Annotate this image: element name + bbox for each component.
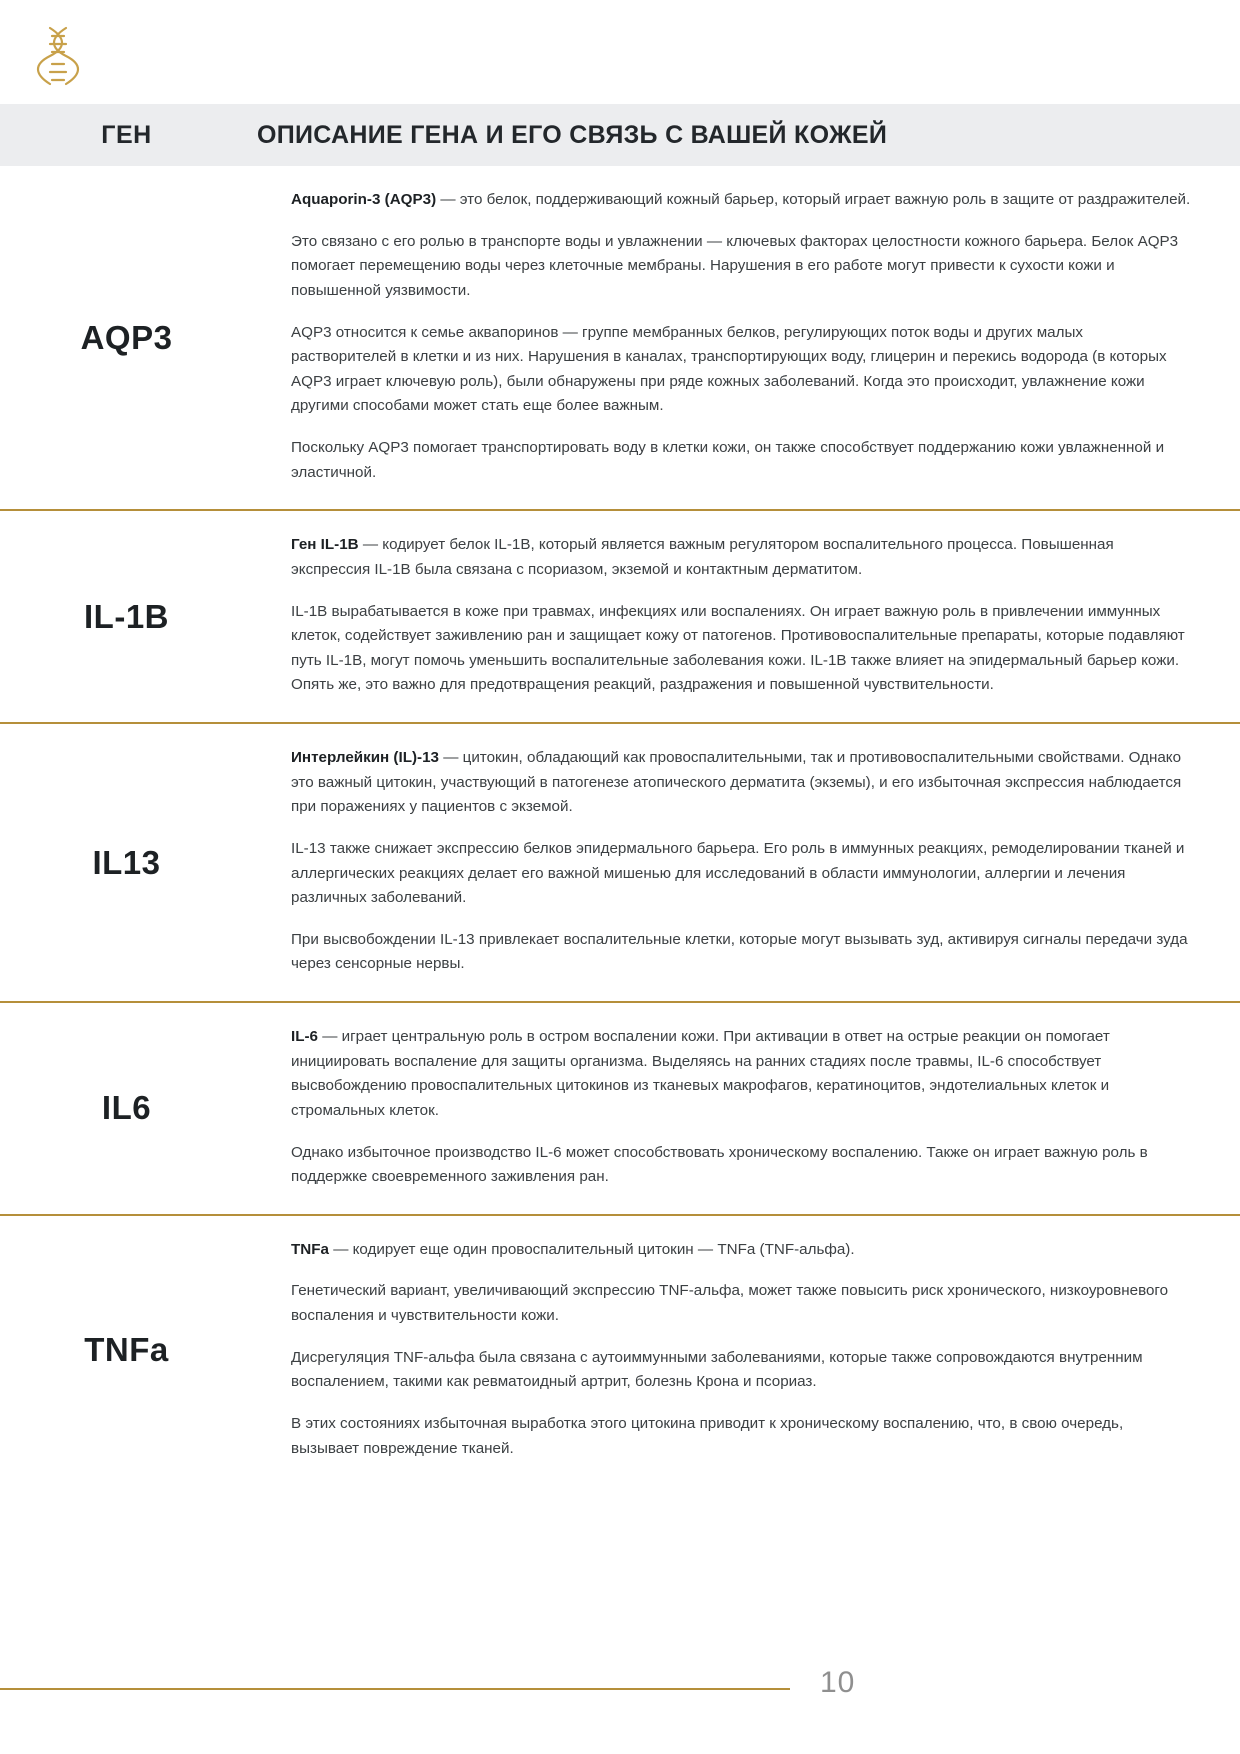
- paragraph-lead-term: IL-6: [291, 1028, 319, 1045]
- page-number: 10: [820, 1666, 856, 1699]
- gene-description-cell: [253, 724, 1240, 1001]
- paragraph-text: При высвобождении IL-13 привлекает воспалительные клетки, которые могут вызывать зуд, активируя сигналы передачи зуда через сенсорные нервы.: [291, 930, 1188, 973]
- description-paragraph: [291, 1346, 1192, 1395]
- paragraph-text: Поскольку AQP3 помогает транспортировать воду в клетки кожи, он также способствует поддержанию кожи увлажненной и эластичной.: [291, 439, 1165, 481]
- paragraph-text: — играет центральную роль в остром воспалении кожи. При активации в ответ на острые реакции он помогает инициировать воспаление для защиты организма. Выделяясь на ранних стадиях после травмы, IL-6 способствует высвобождению провоспалительных цитокинов из тканевых макрофагов, кератиноцитов, эндотелиальных клеток и стромальных клеток.: [291, 1028, 1110, 1119]
- gene-description-cell: [253, 511, 1240, 722]
- gene-name-cell: TNFa: [84, 1331, 169, 1369]
- description-paragraph: [291, 436, 1192, 485]
- gene-description-cell: [253, 1216, 1240, 1485]
- paragraph-text: Это связано с его ролью в транспорте воды и увлажнении — ключевых факторах целостности кожного барьера. Белок AQP3 помогает перемещению воды через клеточные мембраны. Нарушения в его работе могут привести к сухости кожи и повышенной уязвимости.: [291, 232, 1179, 299]
- gene-name-cell: AQP3: [80, 318, 173, 356]
- description-paragraph: [291, 533, 1192, 582]
- page-footer: [0, 1666, 1240, 1712]
- table-row: [0, 511, 1240, 724]
- description-paragraph: [291, 188, 1192, 213]
- column-header-description: ОПИСАНИЕ ГЕНА И ЕГО СВЯЗЬ С ВАШЕЙ КОЖЕЙ: [257, 120, 888, 149]
- paragraph-lead-term: TNFa: [291, 1240, 329, 1258]
- dna-helix-logo-icon: [28, 22, 88, 92]
- paragraph-text: AQP3 относится к семье аквапоринов — группе мембранных белков, регулирующих поток воды и других малых растворителей в клетки и из них. Нарушения в каналах, транспортирующих воду, глицерин и перекись водорода (в которых AQP3 играет ключевую роль), были обнаружены при ряде кожных заболеваний. Когда это происходит, увлажнение кожи другими способами может стать еще более важным.: [291, 323, 1167, 415]
- paragraph-text: — кодирует белок IL-1B, который является важным регулятором воспалительного процесса. Повышенная экспрессия IL-1B была связана с псориазом, экземой и контактным дерматитом.: [291, 536, 1114, 578]
- description-paragraph: [291, 1238, 1192, 1263]
- paragraph-text: — это белок, поддерживающий кожный барьер, который играет важную роль в защите от раздражителей.: [436, 191, 1191, 208]
- table-header: [0, 104, 1240, 166]
- paragraph-text: — цитокин, обладающий как провоспалительными, так и противовоспалительными свойствами. Однако это важный цитокин, участвующий в патогенезе атопического дерматита (экземы), и его избыточная экспрессия наблюдается при поражениях у пациентов с экземой.: [291, 749, 1182, 816]
- gene-name-cell: IL6: [101, 1089, 152, 1127]
- paragraph-text: — кодирует еще один провоспалительный цитокин — TNFa (TNF-альфа).: [328, 1240, 855, 1258]
- paragraph-text: Генетический вариант, увеличивающий экспрессию TNF-альфа, может также повысить риск хронического, низкоуровневого воспаления и чувствительности кожи.: [291, 1282, 1169, 1324]
- paragraph-text: В этих состояниях избыточная выработка этого цитокина приводит к хроническому воспалению, что, в свою очередь, вызывает повреждение тканей.: [291, 1414, 1124, 1457]
- paragraph-lead-term: Aquaporin-3 (AQP3): [291, 191, 437, 208]
- description-paragraph: [291, 1279, 1192, 1328]
- description-paragraph: [291, 230, 1192, 304]
- table-row: [0, 166, 1240, 511]
- paragraph-lead-term: Интерлейкин (IL)-13: [291, 749, 439, 766]
- description-paragraph: [291, 1025, 1192, 1124]
- description-paragraph: [291, 321, 1192, 420]
- paragraph-text: IL-13 также снижает экспрессию белков эпидермального барьера. Его роль в иммунных реакциях, ремоделировании тканей и аллергических реакциях делает его важной мишенью для исследований в области иммунологии, аллергии и лечения различных заболеваний.: [291, 839, 1185, 907]
- description-paragraph: [291, 746, 1192, 820]
- column-header-gene: ГЕН: [101, 120, 152, 149]
- description-paragraph: [291, 1412, 1192, 1461]
- table-row: [0, 1003, 1240, 1216]
- description-paragraph: [291, 600, 1192, 699]
- gene-table-body: [0, 166, 1240, 1485]
- paragraph-lead-term: Ген IL-1B: [291, 536, 359, 554]
- table-row: [0, 724, 1240, 1003]
- paragraph-text: IL-1B вырабатывается в коже при травмах, инфекциях или воспалениях. Он играет важную роль в привлечении иммунных клеток, содействует заживлению ран и защищает кожу от патогенов. Противовоспалительные препараты, которые подавляют путь IL-1B, могут помочь уменьшить воспалительные заболевания кожи. IL-1B также влияет на эпидермальный барьер кожи. Опять же, это важно для предотвращения реакций, раздражения и повышенной чувствительности.: [291, 602, 1185, 694]
- description-paragraph: [291, 837, 1192, 911]
- description-paragraph: [291, 1141, 1192, 1190]
- footer-divider: [0, 1688, 790, 1690]
- gene-name-cell: IL-1B: [84, 597, 169, 635]
- table-row: [0, 1216, 1240, 1485]
- paragraph-text: Дисрегуляция TNF-альфа была связана с аутоиммунными заболеваниями, которые также сопровождаются внутренним воспалением, такими как ревматоидный артрит, болезнь Крона и псориаз.: [291, 1348, 1143, 1391]
- description-paragraph: [291, 928, 1192, 977]
- gene-description-cell: [253, 166, 1240, 509]
- paragraph-text: Однако избыточное производство IL-6 может способствовать хроническому воспалению. Также он играет важную роль в поддержке своевременного заживления ран.: [291, 1143, 1148, 1186]
- gene-description-cell: [253, 1003, 1240, 1214]
- gene-name-cell: IL13: [92, 843, 161, 881]
